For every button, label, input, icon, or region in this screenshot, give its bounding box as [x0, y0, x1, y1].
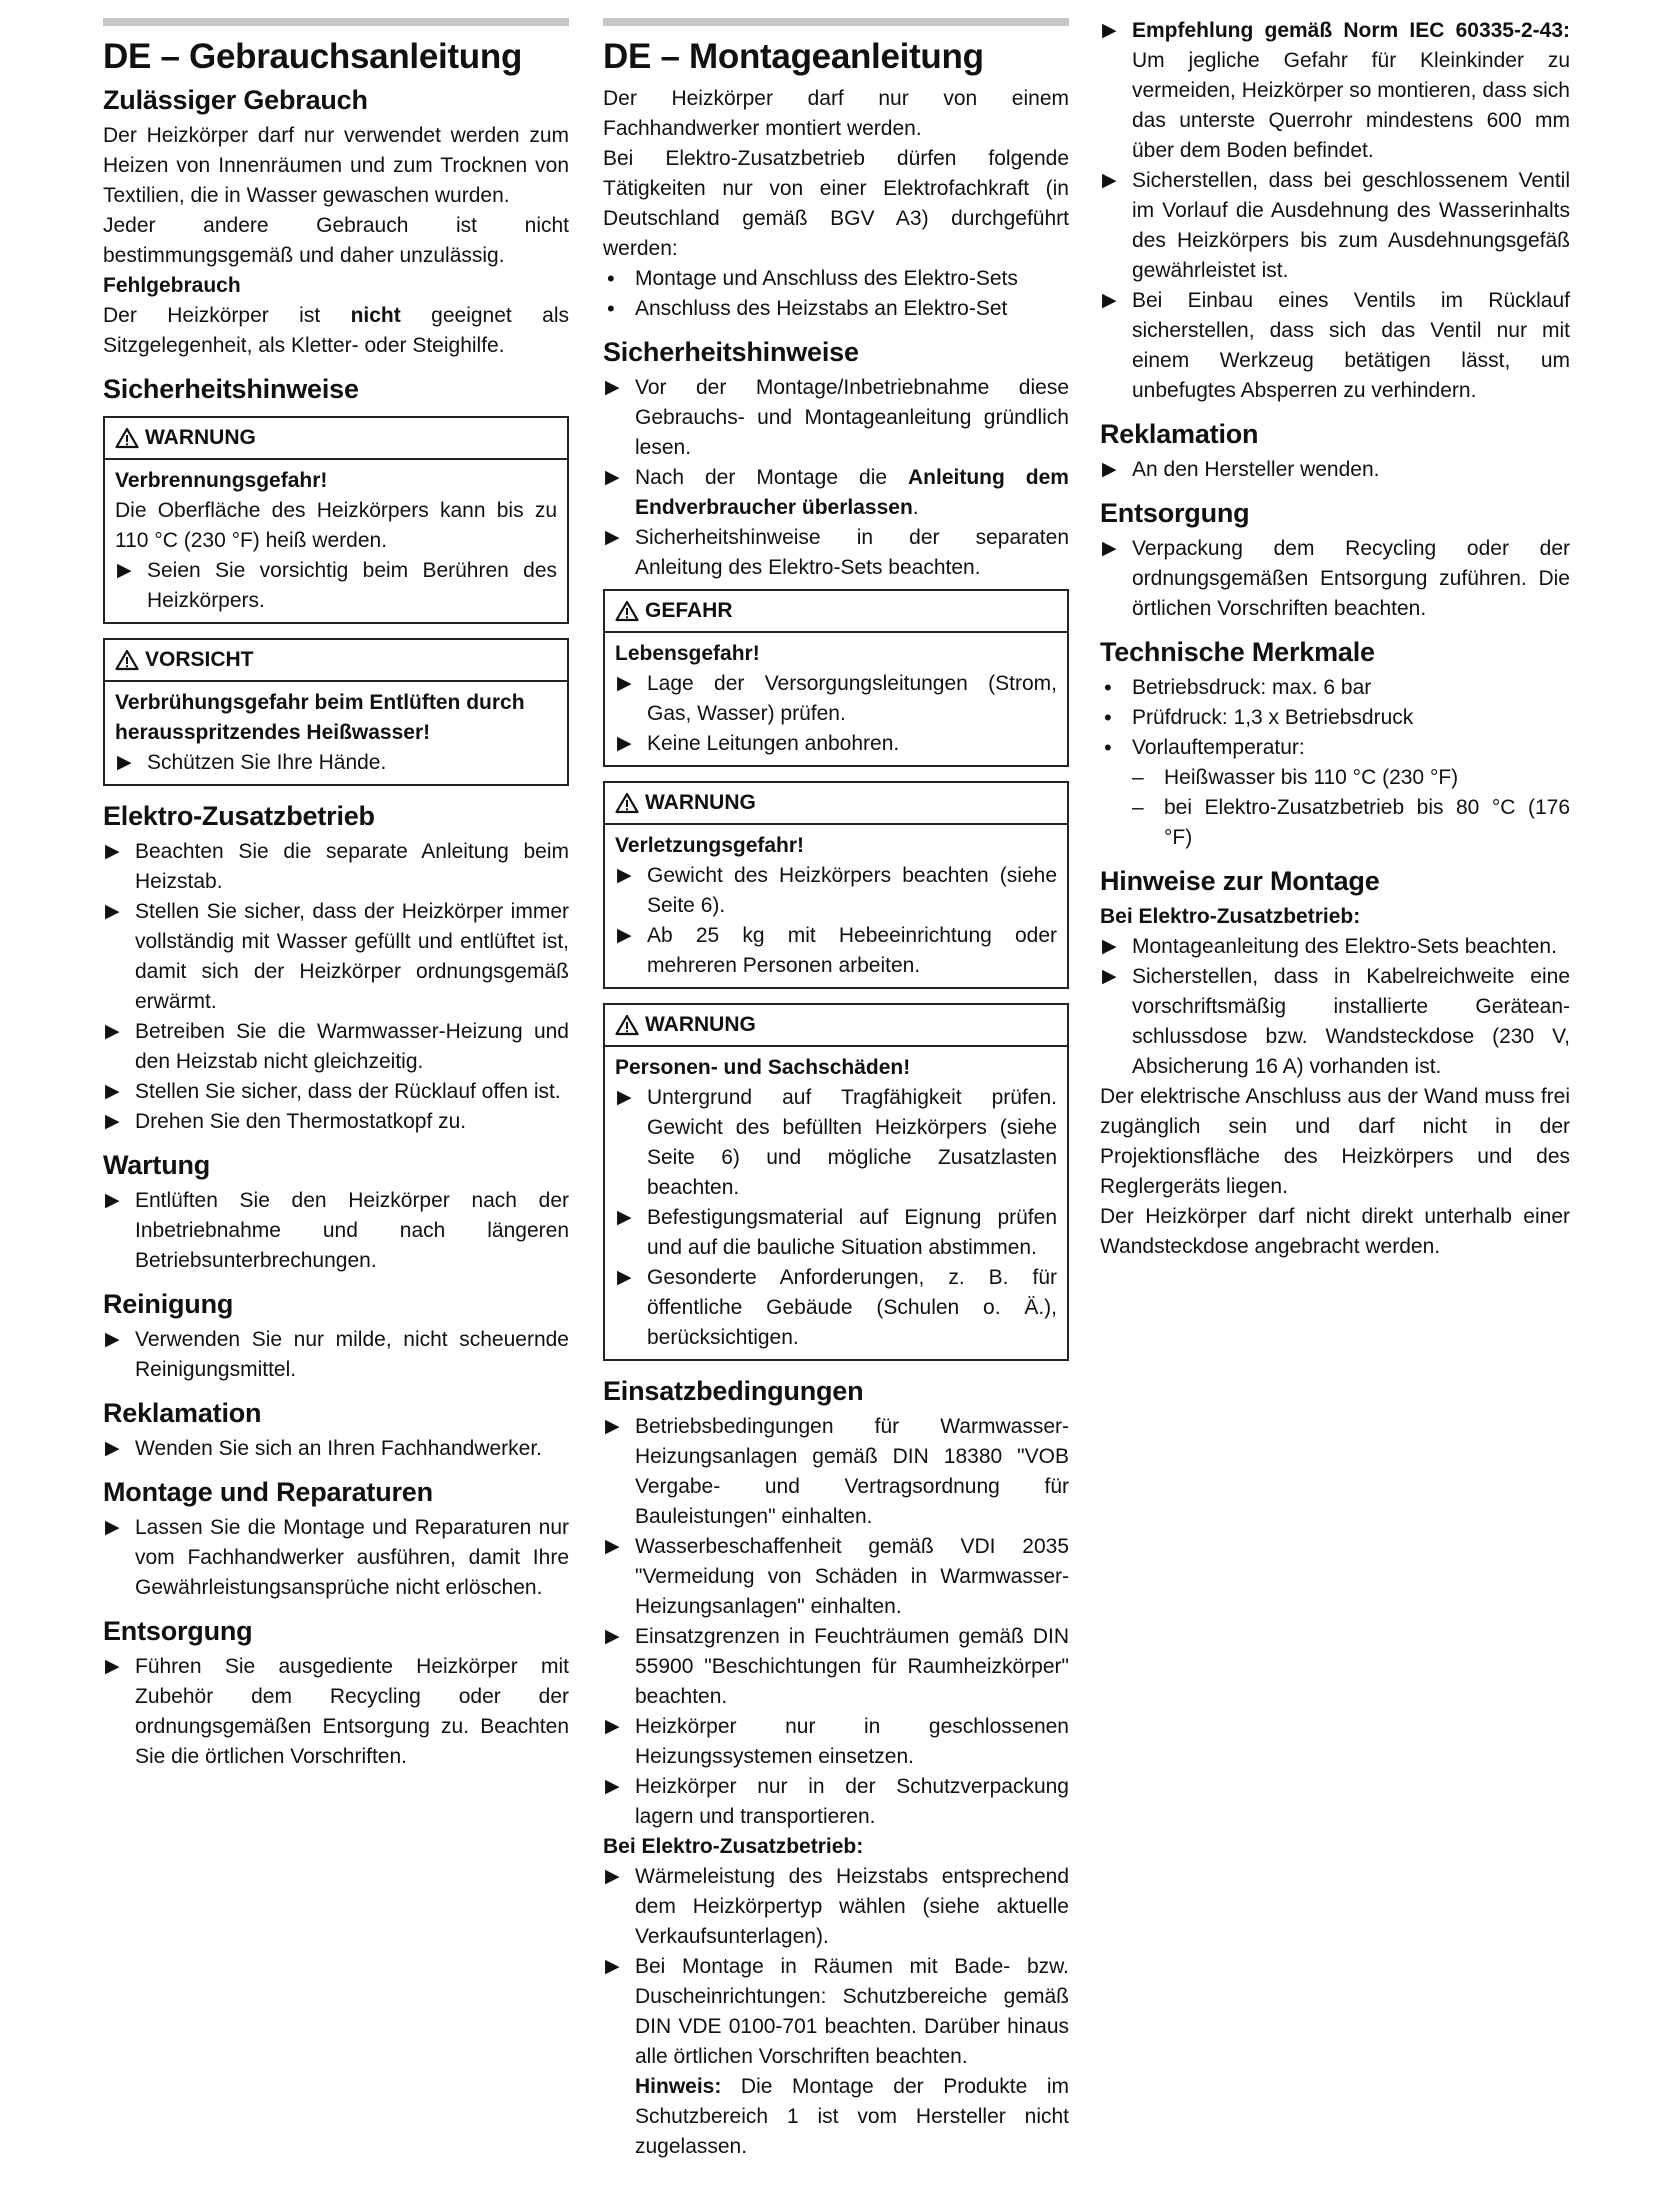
- box-header: [605, 783, 1067, 825]
- warning-triangle-icon: [115, 427, 139, 449]
- triangle-bullet-icon: ▶: [617, 925, 632, 946]
- list-item: ▶ Führen Sie ausgediente Heizkörper mit Zubehör dem Recycling oder der ordnungsgemäßen Entsorgung zu. Beachten Sie die örtlichen Vorschriften.: [103, 1652, 569, 1772]
- box-label: GEFAHR: [645, 599, 733, 622]
- column-rule: [603, 18, 1069, 26]
- box-body: [105, 682, 567, 784]
- triangle-bullet-icon: ▶: [1102, 459, 1117, 480]
- instruction-list: [103, 1186, 569, 1276]
- list-item: ▶ Gesonderte Anforderungen, z. B. für öffentliche Gebäude (Schulen o. Ä.), berücksichtigen.: [615, 1263, 1057, 1353]
- box-body: [105, 460, 567, 622]
- list-item: ▶ Stellen Sie sicher, dass der Rücklauf offen ist.: [103, 1077, 569, 1107]
- instruction-list: [103, 1434, 569, 1464]
- triangle-bullet-icon: ▶: [1102, 538, 1117, 559]
- list-item: ▶ Betreiben Sie die Warmwasser-Heizung und den Heizstab nicht gleichzeitig.: [103, 1017, 569, 1077]
- section-heading: Einsatzbedingungen: [603, 1376, 864, 1406]
- section-heading: Wartung: [103, 1150, 211, 1180]
- list-item: ▶ Wenden Sie sich an Ihren Fachhandwerker.: [103, 1434, 569, 1464]
- list-item: ▶ Lage der Versorgungsleitungen (Strom, Gas, Wasser) prüfen.: [615, 669, 1057, 729]
- list-item: • Anschluss des Heizstabs an Elektro-Set: [603, 294, 1069, 324]
- triangle-bullet-icon: ▶: [1102, 20, 1117, 41]
- section-heading: Montage und Reparaturen: [103, 1477, 433, 1507]
- warning-box: [103, 416, 569, 624]
- column-rule: [103, 18, 569, 26]
- triangle-bullet-icon: ▶: [605, 467, 620, 488]
- list-item: ▶ Vor der Montage/Inbetriebnahme diese Gebrauchs- und Montageanleitung gründlich lesen.: [603, 373, 1069, 463]
- danger-box: [603, 589, 1069, 767]
- box-text: Die Oberfläche des Heizkörpers kann bis zu 110 °C (230 °F) heiß werden.: [115, 499, 557, 552]
- page-title: DE – Gebrauchsanleitung: [103, 37, 523, 76]
- warning-box: [603, 781, 1069, 989]
- triangle-bullet-icon: ▶: [1102, 966, 1117, 987]
- column-montage-continued: [1100, 16, 1570, 1262]
- instruction-list: [603, 1412, 1069, 1832]
- box-list: [115, 748, 557, 778]
- bullet-list: [1100, 673, 1570, 763]
- list-item: ▶ Bei Montage in Räumen mit Bade- bzw. Duscheinrichtungen: Schutzbereiche gemäß DIN VDE 0100-701 beachten. Darüber hinaus alle örtlichen Vorschriften beachten. Hinweis: Die Montage der Produkte im Schutzbereich 1 ist vom Hersteller nicht zugelassen.: [603, 1952, 1069, 2162]
- box-list: [615, 1083, 1057, 1353]
- list-item: ▶ Lassen Sie die Montage und Reparaturen nur vom Fachhandwerker ausführen, damit Ihre Gewährleistungsansprüche nicht erlöschen.: [103, 1513, 569, 1603]
- triangle-bullet-icon: ▶: [1102, 936, 1117, 957]
- column-montageanleitung: [603, 18, 1069, 2162]
- list-item: ▶ Sicherstellen, dass in Kabelreichweite eine vorschriftsmäßig installierte Geräteanschlussdose bzw. Wandsteckdose (230 V, Absicherung 16 A) vorhanden ist.: [1100, 962, 1570, 1082]
- instruction-list: [1100, 16, 1570, 406]
- list-item: ▶ Einsatzgrenzen in Feuchträumen gemäß DIN 55900 "Beschichtungen für Raumheizkörper" beachten.: [603, 1622, 1069, 1712]
- bullet-dot-icon: •: [1104, 705, 1112, 730]
- list-item: ▶ Ab 25 kg mit Hebeeinrichtung oder mehreren Personen arbeiten.: [615, 921, 1057, 981]
- box-label: VORSICHT: [145, 648, 254, 671]
- list-item: ▶ Seien Sie vorsichtig beim Berühren des Heizkörpers.: [115, 556, 557, 616]
- instruction-list: [103, 837, 569, 1137]
- paragraph: Der Heizkörper darf nicht direkt unterhalb einer Wandsteckdose angebracht werden.: [1100, 1205, 1570, 1258]
- triangle-bullet-icon: ▶: [605, 1416, 620, 1437]
- list-item: ▶ Nach der Montage die Anleitung dem Endverbraucher überlassen.: [603, 463, 1069, 523]
- list-item: ▶ Heizkörper nur in geschlossenen Heizungssystemen einsetzen.: [603, 1712, 1069, 1772]
- triangle-bullet-icon: ▶: [105, 1021, 120, 1042]
- instruction-list: [1100, 932, 1570, 1082]
- list-item: ▶ Wasserbeschaffenheit gemäß VDI 2035 "Vermeidung von Schäden in Warmwasser-Heizungsanlagen" einhalten.: [603, 1532, 1069, 1622]
- paragraph: Der elektrische Anschluss aus der Wand muss frei zugänglich sein und darf nicht in der Projektionsfläche des Heizkörpers und des Reglergeräts liegen.: [1100, 1085, 1570, 1198]
- box-header: [105, 418, 567, 460]
- triangle-bullet-icon: ▶: [605, 1626, 620, 1647]
- triangle-bullet-icon: ▶: [105, 1329, 120, 1350]
- column-gebrauchsanleitung: [103, 18, 569, 1772]
- list-item: ▶ Betriebsbedingungen für Warmwasser-Heizungsanlagen gemäß DIN 18380 "VOB Vergabe- und Vertragsordnung für Bauleistungen" einhalten.: [603, 1412, 1069, 1532]
- bullet-dot-icon: •: [607, 296, 615, 321]
- section-heading: Reklamation: [103, 1398, 262, 1428]
- subheading: Fehlgebrauch: [103, 274, 241, 297]
- triangle-bullet-icon: ▶: [105, 901, 120, 922]
- list-item: ▶ Stellen Sie sicher, dass der Heizkörper immer vollständig mit Wasser gefüllt und entlüftet ist, damit sich der Heizkörper ordnungsgemäß erwärmt.: [103, 897, 569, 1017]
- box-header: [105, 640, 567, 682]
- dash-bullet-icon: –: [1132, 796, 1144, 819]
- box-title: Verbrennungsgefahr!: [115, 469, 328, 492]
- triangle-bullet-icon: ▶: [105, 1190, 120, 1211]
- bullet-list: [603, 264, 1069, 324]
- box-title: Lebensgefahr!: [615, 642, 760, 665]
- triangle-bullet-icon: ▶: [617, 1207, 632, 1228]
- section-heading: Sicherheitshinweise: [603, 337, 859, 367]
- triangle-bullet-icon: ▶: [605, 1536, 620, 1557]
- paragraph: Der Heizkörper darf nur von einem Fachhandwerker montiert werden.: [603, 87, 1069, 140]
- instruction-list: [603, 373, 1069, 583]
- list-item: ▶ Schützen Sie Ihre Hände.: [115, 748, 557, 778]
- list-item: ▶ An den Hersteller wenden.: [1100, 455, 1570, 485]
- instruction-list: [1100, 534, 1570, 624]
- list-item: ▶ Beachten Sie die separate Anleitung beim Heizstab.: [103, 837, 569, 897]
- box-title: Verletzungsgefahr!: [615, 834, 805, 857]
- subheading: Bei Elektro-Zusatzbetrieb:: [603, 1835, 864, 1858]
- list-item: ▶ Drehen Sie den Thermostatkopf zu.: [103, 1107, 569, 1137]
- page-title: DE – Montageanleitung: [603, 37, 984, 76]
- triangle-bullet-icon: ▶: [605, 527, 620, 548]
- list-item: ▶ Untergrund auf Tragfähigkeit prüfen. Gewicht des befüllten Heizkörpers (siehe Seite 6) und mögliche Zusatzlasten beachten.: [615, 1083, 1057, 1203]
- triangle-bullet-icon: ▶: [105, 1111, 120, 1132]
- list-item: ▶ Befestigungsmaterial auf Eignung prüfen und auf die bauliche Situation abstimmen.: [615, 1203, 1057, 1263]
- list-item: ▶ Heizkörper nur in der Schutzverpackung lagern und transportieren.: [603, 1772, 1069, 1832]
- box-label: WARNUNG: [645, 1013, 756, 1036]
- triangle-bullet-icon: ▶: [1102, 170, 1117, 191]
- bullet-dot-icon: •: [1104, 675, 1112, 700]
- instruction-list: [103, 1652, 569, 1772]
- box-label: WARNUNG: [645, 791, 756, 814]
- list-item: ▶ Gewicht des Heizkörpers beachten (siehe Seite 6).: [615, 861, 1057, 921]
- triangle-bullet-icon: ▶: [617, 1267, 632, 1288]
- list-item: ▶ Sicherstellen, dass bei geschlossenem Ventil im Vorlauf die Ausdehnung des Wasserinhalts des Heizkörpers bis zum Ausdehnungsgefäß gewährleistet ist.: [1100, 166, 1570, 286]
- triangle-bullet-icon: ▶: [105, 841, 120, 862]
- section-heading: Reinigung: [103, 1289, 234, 1319]
- warning-triangle-icon: [115, 649, 139, 671]
- triangle-bullet-icon: ▶: [605, 1956, 620, 1977]
- box-list: [615, 861, 1057, 981]
- box-body: [605, 633, 1067, 765]
- list-item: ▶ Verwenden Sie nur milde, nicht scheuernde Reinigungsmittel.: [103, 1325, 569, 1385]
- triangle-bullet-icon: ▶: [105, 1081, 120, 1102]
- section-heading: Zulässiger Gebrauch: [103, 85, 368, 115]
- list-item: – bei Elektro-Zusatzbetrieb bis 80 °C (176 °F): [1132, 793, 1570, 853]
- box-label: WARNUNG: [145, 426, 256, 449]
- triangle-bullet-icon: ▶: [617, 673, 632, 694]
- box-body: [605, 1047, 1067, 1359]
- warning-triangle-icon: [615, 1014, 639, 1036]
- bullet-dot-icon: •: [1104, 735, 1112, 760]
- box-body: [605, 825, 1067, 987]
- section-heading: Entsorgung: [103, 1616, 253, 1646]
- bullet-dot-icon: •: [607, 266, 615, 291]
- list-item: ▶ Keine Leitungen anbohren.: [615, 729, 1057, 759]
- list-item: ▶ Sicherheitshinweise in der separaten Anleitung des Elektro-Sets beachten.: [603, 523, 1069, 583]
- list-item: • Vorlauftemperatur:: [1100, 733, 1570, 763]
- subheading: Bei Elektro-Zusatzbetrieb:: [1100, 905, 1361, 928]
- dash-bullet-icon: –: [1132, 766, 1144, 789]
- list-item: • Prüfdruck: 1,3 x Betriebsdruck: [1100, 703, 1570, 733]
- list-item: • Montage und Anschluss des Elektro-Sets: [603, 264, 1069, 294]
- triangle-bullet-icon: ▶: [617, 733, 632, 754]
- warning-box: [603, 1003, 1069, 1361]
- box-header: [605, 1005, 1067, 1047]
- instruction-list: [103, 1325, 569, 1385]
- list-item: ▶ Montageanleitung des Elektro-Sets beachten.: [1100, 932, 1570, 962]
- section-heading: Entsorgung: [1100, 498, 1250, 528]
- box-list: [115, 556, 557, 616]
- triangle-bullet-icon: ▶: [617, 1087, 632, 1108]
- triangle-bullet-icon: ▶: [117, 752, 132, 773]
- warning-triangle-icon: [615, 792, 639, 814]
- dash-list: [1100, 763, 1570, 853]
- section-heading: Sicherheitshinweise: [103, 374, 359, 404]
- section-heading: Elektro-Zusatzbetrieb: [103, 801, 375, 831]
- paragraph: Bei Elektro-Zusatzbetrieb dürfen folgende Tätigkeiten nur von einer Elektrofachkraft (in Deutschland gemäß BGV A3) durchgeführt werden:: [603, 147, 1069, 260]
- list-item: • Betriebsdruck: max. 6 bar: [1100, 673, 1570, 703]
- instruction-list: [103, 1513, 569, 1603]
- section-heading: Reklamation: [1100, 419, 1259, 449]
- box-title: Personen- und Sachschäden!: [615, 1056, 911, 1079]
- list-item: ▶ Entlüften Sie den Heizkörper nach der Inbetriebnahme und nach längeren Betriebsunterbrechungen.: [103, 1186, 569, 1276]
- list-item: ▶ Bei Einbau eines Ventils im Rücklauf sicherstellen, dass sich das Ventil nur mit einem Werkzeug betätigen lässt, um unbefugtes Absperren zu verhindern.: [1100, 286, 1570, 406]
- section-heading: Technische Merkmale: [1100, 637, 1375, 667]
- instruction-list: [1100, 455, 1570, 485]
- box-header: [605, 591, 1067, 633]
- list-item: – Heißwasser bis 110 °C (230 °F): [1132, 763, 1570, 793]
- section-heading: Hinweise zur Montage: [1100, 866, 1380, 896]
- list-item: ▶ Empfehlung gemäß Norm IEC 60335-2-43: Um jegliche Gefahr für Kleinkinder zu vermeiden, Heizkörper so montieren, dass sich das unterste Querrohr mindestens 600 mm über dem Boden befindet.: [1100, 16, 1570, 166]
- triangle-bullet-icon: ▶: [605, 1716, 620, 1737]
- triangle-bullet-icon: ▶: [605, 1776, 620, 1797]
- triangle-bullet-icon: ▶: [105, 1517, 120, 1538]
- triangle-bullet-icon: ▶: [117, 560, 132, 581]
- paragraph: Der Heizkörper ist nicht geeignet als Sitzgelegenheit, als Kletter- oder Steighilfe.: [103, 304, 569, 357]
- triangle-bullet-icon: ▶: [1102, 290, 1117, 311]
- paragraph: Jeder andere Gebrauch ist nicht bestimmungsgemäß und daher unzulässig.: [103, 214, 569, 267]
- triangle-bullet-icon: ▶: [605, 1866, 620, 1887]
- triangle-bullet-icon: ▶: [105, 1438, 120, 1459]
- triangle-bullet-icon: ▶: [605, 377, 620, 398]
- caution-box: [103, 638, 569, 786]
- triangle-bullet-icon: ▶: [617, 865, 632, 886]
- warning-triangle-icon: [615, 600, 639, 622]
- instruction-list: [603, 1862, 1069, 2162]
- box-title: Verbrühungsgefahr beim Entlüften durch herausspritzendes Heißwasser!: [115, 691, 525, 744]
- box-list: [615, 669, 1057, 759]
- triangle-bullet-icon: ▶: [105, 1656, 120, 1677]
- paragraph: Der Heizkörper darf nur verwendet werden zum Heizen von Innenräumen und zum Trocknen von Textilien, die in Wasser gewaschen wurden.: [103, 124, 569, 207]
- list-item: ▶ Wärmeleistung des Heizstabs entsprechend dem Heizkörpertyp wählen (siehe aktuelle Verkaufsunterlagen).: [603, 1862, 1069, 1952]
- list-item: ▶ Verpackung dem Recycling oder der ordnungsgemäßen Entsorgung zuführen. Die örtlichen Vorschriften beachten.: [1100, 534, 1570, 624]
